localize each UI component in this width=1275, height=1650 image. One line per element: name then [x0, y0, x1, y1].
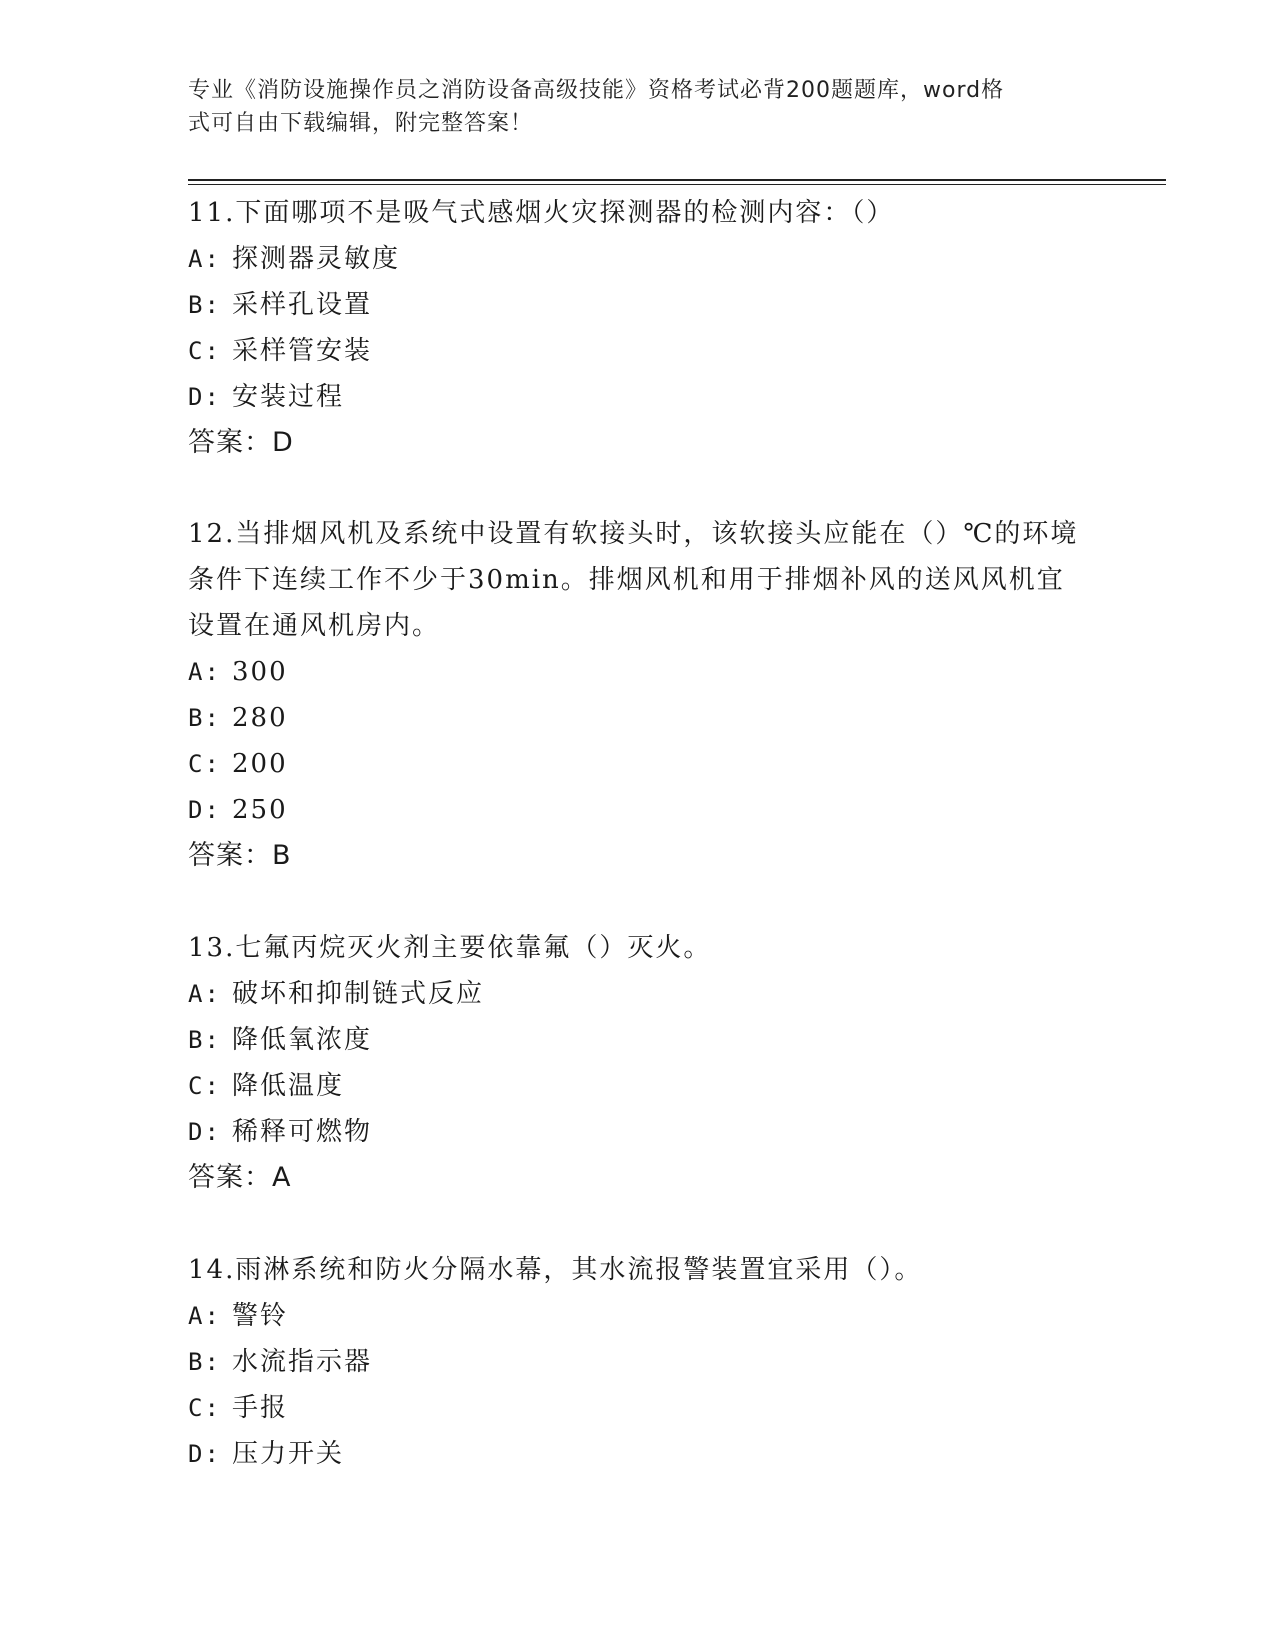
option-text: 采样孔设置	[232, 290, 373, 320]
option-text: 稀释可燃物	[232, 1117, 373, 1147]
option-text: 破坏和抑制链式反应	[232, 979, 485, 1009]
option-key: A:	[188, 245, 221, 273]
option-key: D:	[188, 796, 221, 824]
option-key: B:	[188, 1348, 221, 1376]
option-text: 降低氧浓度	[232, 1025, 373, 1055]
option-text: 水流指示器	[232, 1347, 373, 1377]
answer-line: 答案：B	[188, 840, 292, 871]
header-divider-thick	[188, 179, 1166, 181]
option-text: 250	[232, 795, 288, 825]
option-text: 压力开关	[232, 1439, 345, 1469]
header-line-1: 专业《消防设施操作员之消防设备高级技能》资格考试必背200题题库，word格	[188, 78, 1005, 103]
option-text: 200	[232, 749, 288, 779]
question-block-14	[188, 1247, 1088, 1477]
option-text: 探测器灵敏度	[232, 244, 401, 274]
question-stem: 11.下面哪项不是吸气式感烟火灾探测器的检测内容：（）	[188, 198, 895, 228]
header-line-2: 式可自由下载编辑，附完整答案！	[188, 111, 534, 136]
option-d	[188, 374, 1088, 420]
header-divider-thin	[188, 184, 1166, 185]
option-b	[188, 695, 1088, 741]
option-key: B:	[188, 1026, 221, 1054]
option-key: C:	[188, 750, 221, 778]
option-text: 降低温度	[232, 1071, 345, 1101]
option-key: A:	[188, 1302, 221, 1330]
option-a	[188, 1293, 1088, 1339]
option-a	[188, 236, 1088, 282]
option-key: A:	[188, 980, 221, 1008]
option-b	[188, 282, 1088, 328]
option-key: D:	[188, 1118, 221, 1146]
option-d	[188, 1109, 1088, 1155]
question-block-12	[188, 511, 1088, 879]
option-b	[188, 1339, 1088, 1385]
option-text: 280	[232, 703, 288, 733]
option-key: D:	[188, 1440, 221, 1468]
option-a	[188, 971, 1088, 1017]
answer-line: 答案：A	[188, 1162, 292, 1193]
option-key: B:	[188, 704, 221, 732]
option-text: 安装过程	[232, 382, 345, 412]
option-c	[188, 328, 1088, 374]
option-c	[188, 1063, 1088, 1109]
option-text: 采样管安装	[232, 336, 373, 366]
option-c	[188, 1385, 1088, 1431]
option-key: B:	[188, 291, 221, 319]
document-header	[188, 74, 1088, 140]
option-key: C:	[188, 1072, 221, 1100]
option-key: D:	[188, 383, 221, 411]
option-key: C:	[188, 337, 221, 365]
option-a	[188, 649, 1088, 695]
option-text: 300	[232, 657, 288, 687]
option-d	[188, 787, 1088, 833]
answer-line: 答案：D	[188, 427, 294, 458]
question-stem: 12.当排烟风机及系统中设置有软接头时，该软接头应能在（）℃的环境条件下连续工作不少于30min。排烟风机和用于排烟补风的送风风机宜设置在通风机房内。	[188, 519, 1079, 641]
option-c	[188, 741, 1088, 787]
option-d	[188, 1431, 1088, 1477]
question-block-13	[188, 925, 1088, 1201]
question-stem: 14.雨淋系统和防火分隔水幕，其水流报警装置宜采用（）。	[188, 1255, 923, 1285]
option-key: A:	[188, 658, 221, 686]
option-b	[188, 1017, 1088, 1063]
option-text: 警铃	[232, 1301, 289, 1331]
option-key: C:	[188, 1394, 221, 1422]
question-stem: 13.七氟丙烷灭火剂主要依靠氟（）灭火。	[188, 933, 712, 963]
option-text: 手报	[232, 1393, 289, 1423]
question-block-11	[188, 190, 1088, 466]
